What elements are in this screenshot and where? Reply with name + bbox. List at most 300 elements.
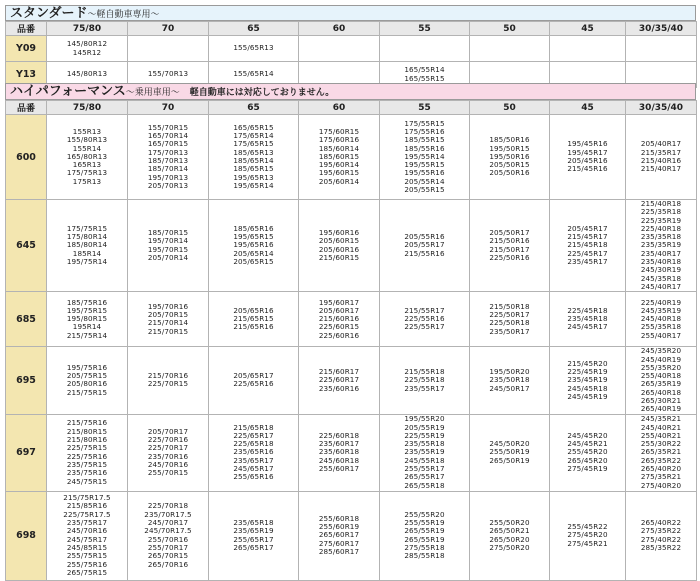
tire-size: 225/35R18	[640, 207, 682, 217]
tire-size: 255/75R16	[66, 559, 108, 569]
tire-size: 215/65R15	[233, 314, 274, 324]
tire-size: 255/70R16	[147, 534, 189, 544]
tire-size: 225/70R18	[147, 501, 189, 511]
tire-size: 205/70R15	[147, 309, 189, 319]
tire-size: 215/85R16	[66, 501, 108, 511]
size-cell	[380, 491, 470, 580]
tire-size: 245/35R20	[640, 346, 682, 356]
tire-size: 265/70R15	[147, 551, 189, 561]
tire-size: 205/55R17	[404, 240, 445, 250]
tire-size: 205/70R17	[147, 426, 189, 436]
tire-size: 205/70R14	[147, 252, 189, 262]
tire-size: 195/65R14	[233, 180, 274, 190]
tire-size: 275/60R17	[318, 538, 360, 548]
tire-size: 215/60R15	[318, 252, 360, 262]
tire-size: 245/70R16	[147, 459, 189, 469]
header-series-75-80: 75/80	[47, 22, 128, 36]
size-cell	[128, 292, 209, 347]
tire-size: 205/60R17	[318, 305, 360, 315]
tire-size: 175/55R16	[404, 126, 445, 136]
tire-size: 195/45R16	[567, 139, 608, 149]
tire-size: 215/40R18	[640, 199, 682, 208]
tire-size: 235/35R19	[640, 240, 682, 250]
tire-size: 215/75R15	[66, 387, 108, 397]
tire-size: 255/75R15	[66, 551, 108, 561]
size-cell	[47, 414, 128, 491]
high-performance-title-text: ハイパフォーマンス	[10, 84, 126, 99]
size-cell	[299, 292, 380, 347]
tire-size: 195/45R17	[567, 147, 608, 157]
tire-size: 185/55R15	[404, 135, 445, 145]
tire-size: 205/55R14	[404, 176, 445, 186]
tire-size: 185/70R13	[147, 156, 189, 165]
tire-size: 255/65R17	[233, 534, 274, 544]
tire-size: 205/50R16	[489, 168, 530, 178]
tire-size: 285/55R18	[404, 551, 445, 561]
tire-size: 225/55R19	[404, 430, 445, 440]
tire-size: 155/70R15	[147, 122, 189, 132]
tire-size: 155/80R13	[66, 135, 108, 145]
size-cell	[550, 292, 626, 347]
tire-size: 205/55R19	[404, 422, 445, 432]
part-number-cell: Y09	[6, 36, 47, 62]
size-cell	[626, 292, 697, 347]
tire-size: 195/65R15	[233, 232, 274, 242]
size-cell	[550, 200, 626, 292]
size-cell	[299, 36, 380, 62]
header-series-70: 70	[128, 101, 209, 115]
tire-size: 165/80R13	[66, 151, 108, 161]
tire-size: 225/45R17	[567, 248, 608, 258]
standard-subtitle: 〜軽自動車専用〜	[87, 10, 160, 20]
tire-size: 235/75R16	[66, 468, 108, 478]
tire-size: 195R14	[72, 322, 102, 332]
tire-size: 195/70R15	[147, 244, 189, 254]
tire-size: 255/70R17	[147, 542, 189, 552]
tire-size: 145/80R13	[66, 69, 108, 79]
tire-size: 195/60R17	[318, 297, 360, 307]
tire-size: 195/75R15	[66, 305, 108, 315]
tire-size: 285/35R22	[640, 542, 682, 552]
tire-size: 165/55R15	[404, 73, 445, 83]
tire-size: 265/55R18	[404, 480, 445, 490]
tire-size: 225/65R17	[233, 430, 274, 440]
tire-size: 265/65R17	[233, 542, 274, 552]
tire-size: 265/70R16	[147, 559, 189, 569]
size-cell	[47, 292, 128, 347]
tire-size: 235/65R18	[233, 518, 274, 528]
tire-size: 245/45R18	[567, 383, 608, 393]
tire-size: 215/50R17	[489, 244, 530, 254]
size-cell	[470, 414, 550, 491]
header-part-number: 品番	[6, 22, 47, 36]
header-series-55: 55	[380, 101, 470, 115]
tire-size: 255/65R16	[233, 472, 274, 482]
tire-size: 195/50R16	[489, 151, 530, 161]
tire-size: 235/75R17	[66, 518, 108, 528]
tire-size: 245/60R18	[318, 455, 360, 465]
tire-size: 215/55R16	[404, 248, 445, 258]
tire-size: 155/65R13	[233, 43, 274, 53]
tire-size: 215/65R16	[233, 322, 274, 332]
tire-size: 235/75R15	[66, 459, 108, 469]
tire-size: 265/75R15	[66, 567, 108, 577]
size-cell	[209, 115, 299, 200]
tire-size: 275/50R20	[489, 542, 530, 552]
tire-size: 225/60R17	[318, 375, 360, 385]
tire-size: 215/50R18	[489, 301, 530, 311]
tire-size: 265/40R18	[640, 387, 682, 397]
tire-size: 235/60R17	[318, 439, 360, 449]
header-series-65: 65	[209, 101, 299, 115]
tire-size: 165/70R15	[147, 139, 189, 149]
tire-size: 255/50R20	[489, 518, 530, 528]
tire-size: 185/70R14	[147, 164, 189, 174]
part-number-cell: 645	[6, 200, 47, 292]
size-cell	[470, 491, 550, 580]
tire-size: 245/65R17	[233, 464, 274, 474]
tire-size: 265/40R22	[640, 518, 682, 528]
tire-size: 205/50R17	[489, 228, 530, 238]
tire-size: 195/75R14	[66, 257, 108, 267]
tire-size: 185/65R16	[233, 223, 274, 233]
tire-size: 245/45R20	[567, 430, 608, 440]
tire-size: 225/50R18	[489, 318, 530, 328]
tire-size: 265/40R20	[640, 464, 682, 474]
high-performance-section-header	[5, 83, 696, 100]
size-cell	[128, 200, 209, 292]
tire-size: 265/45R20	[567, 455, 608, 465]
tire-size: 225/75R15	[66, 443, 108, 453]
tire-size: 275/40R20	[640, 480, 682, 490]
tire-size: 215/35R17	[640, 147, 682, 157]
part-number-cell: 698	[6, 491, 47, 580]
tire-size: 195/70R14	[147, 236, 189, 246]
tire-size: 215/80R15	[66, 426, 108, 436]
tire-size: 155R14	[72, 143, 102, 153]
size-cell	[128, 491, 209, 580]
header-series-60: 60	[299, 101, 380, 115]
tire-size: 175/55R15	[404, 118, 445, 128]
size-cell	[128, 414, 209, 491]
tire-size: 255/55R20	[404, 509, 445, 519]
header-series-60: 60	[299, 22, 380, 36]
tire-size: 195/50R15	[489, 143, 530, 153]
tire-size: 205/65R17	[233, 371, 274, 381]
tire-size: 185/80R14	[66, 240, 108, 250]
header-series-50: 50	[470, 101, 550, 115]
tire-size: 225/60R16	[318, 330, 360, 340]
tire-size: 225/75R16	[66, 451, 108, 461]
size-cell	[209, 292, 299, 347]
tire-size: 195/65R16	[233, 240, 274, 250]
tire-size: 255/55R17	[404, 464, 445, 474]
tire-size: 225/65R16	[233, 379, 274, 389]
tire-size: 215/65R18	[233, 422, 274, 432]
tire-size: 255/60R17	[318, 464, 360, 474]
tire-size: 225/35R19	[640, 215, 682, 225]
size-cell	[626, 200, 697, 292]
size-cell	[299, 347, 380, 414]
tire-size: 275/35R22	[640, 526, 682, 536]
size-cell	[299, 200, 380, 292]
header-series-45: 45	[550, 101, 626, 115]
tire-size: 245/40R21	[640, 422, 682, 432]
tire-size: 225/40R18	[640, 223, 682, 233]
tire-size: 225/40R19	[640, 297, 682, 307]
tire-size: 235/45R17	[567, 257, 608, 267]
tire-size: 205/45R16	[567, 156, 608, 165]
size-cell	[209, 414, 299, 491]
high-performance-note: 軽自動車には対応しておりません。	[189, 88, 335, 98]
header-series-55: 55	[380, 22, 470, 36]
size-cell	[626, 115, 697, 200]
tire-size: 265/40R19	[640, 404, 682, 414]
tire-size: 235/50R18	[489, 375, 530, 385]
tire-size: 225/65R18	[233, 439, 274, 449]
tire-size: 205/55R16	[404, 232, 445, 242]
tire-size: 155/65R14	[233, 69, 274, 79]
tire-size: 175/80R14	[66, 232, 108, 242]
table-row	[6, 414, 697, 491]
size-cell	[470, 292, 550, 347]
part-number-cell: 697	[6, 414, 47, 491]
tire-size: 185/60R15	[318, 151, 360, 161]
tire-size: 245/40R18	[640, 314, 682, 324]
tire-size: 215/80R16	[66, 435, 108, 445]
tire-size: 205/65R15	[233, 257, 274, 267]
standard-section-header	[5, 5, 696, 21]
size-cell	[380, 115, 470, 200]
size-cell	[380, 292, 470, 347]
tire-size: 175/75R15	[66, 223, 108, 233]
size-cell	[380, 414, 470, 491]
tire-size: 165/70R14	[147, 131, 189, 141]
tire-size: 215/45R20	[567, 358, 608, 368]
tire-size: 265/55R19	[404, 534, 445, 544]
tire-size: 255/45R20	[567, 447, 608, 457]
tire-size: 235/55R17	[404, 383, 445, 393]
tire-size: 215/45R17	[567, 232, 608, 242]
tire-size: 235/65R17	[233, 455, 274, 465]
tire-size: 225/60R15	[318, 322, 360, 332]
tire-size: 225/45R19	[567, 367, 608, 376]
tire-size: 255/40R18	[640, 371, 682, 381]
tire-size: 185/65R15	[233, 164, 274, 174]
tire-size: 225/55R16	[404, 314, 445, 324]
tire-size: 245/50R20	[489, 439, 530, 449]
tire-size: 225/50R17	[489, 309, 530, 319]
table-row	[6, 36, 697, 62]
part-number-cell: 695	[6, 347, 47, 414]
high-performance-size-table	[5, 100, 697, 581]
size-cell	[626, 491, 697, 580]
size-cell	[550, 347, 626, 414]
tire-size: 195/60R14	[318, 160, 360, 170]
tire-size: 245/75R15	[66, 476, 108, 486]
tire-size: 205/70R13	[147, 180, 189, 190]
size-cell	[47, 347, 128, 414]
tire-size: 205/55R15	[404, 185, 445, 195]
size-cell	[299, 491, 380, 580]
tire-size: 235/55R18	[404, 439, 445, 449]
tire-size: 245/70R17.5	[144, 526, 192, 536]
tire-size: 235/70R16	[147, 451, 189, 461]
table-row	[6, 115, 697, 200]
tire-size: 195/60R16	[318, 228, 360, 238]
table-row	[6, 491, 697, 580]
tire-size: 245/55R18	[404, 455, 445, 465]
tire-size: 235/60R16	[318, 383, 360, 393]
tire-size: 215/40R16	[640, 156, 682, 165]
tire-size: 175/60R15	[318, 126, 360, 136]
tire-size: 225/45R18	[567, 305, 608, 315]
part-number-cell: 685	[6, 292, 47, 347]
standard-size-table	[5, 21, 697, 88]
tire-size: 205/65R16	[233, 305, 274, 315]
tire-size: 245/50R17	[489, 383, 530, 393]
tire-size: 205/60R14	[318, 176, 360, 186]
tire-size: 275/45R19	[567, 464, 608, 474]
size-cell	[47, 200, 128, 292]
tire-size: 195/55R15	[404, 160, 445, 170]
tire-size: 175R13	[72, 176, 102, 186]
tire-size: 225/70R15	[147, 379, 189, 389]
tire-size: 185/75R16	[66, 297, 108, 307]
high-performance-section-title	[10, 84, 334, 101]
tire-size: 195/80R15	[66, 314, 108, 324]
tire-size: 245/75R17	[66, 534, 108, 544]
tire-size: 185/65R14	[233, 156, 274, 165]
size-cell	[47, 491, 128, 580]
tire-size: 255/55R19	[404, 518, 445, 528]
tire-size: 235/55R19	[404, 447, 445, 457]
tire-size: 215/75R14	[66, 330, 108, 340]
tire-size: 185R14	[72, 248, 102, 258]
tire-size: 255/70R15	[147, 468, 189, 478]
tire-size: 245/70R16	[66, 526, 108, 536]
header-series-30-35-40: 30/35/40	[626, 101, 697, 115]
tire-size: 235/40R17	[640, 248, 682, 258]
tire-size: 265/30R21	[640, 396, 682, 406]
size-cell	[626, 414, 697, 491]
size-cell	[128, 115, 209, 200]
tire-size: 215/60R17	[318, 367, 360, 376]
header-series-30-35-40: 30/35/40	[626, 22, 697, 36]
tire-size: 235/45R18	[567, 314, 608, 324]
table-row	[6, 292, 697, 347]
header-part-number: 品番	[6, 101, 47, 115]
tire-size: 195/55R14	[404, 151, 445, 161]
tire-size: 265/50R21	[489, 526, 530, 536]
part-number-cell: 600	[6, 115, 47, 200]
tire-size: 195/55R16	[404, 168, 445, 178]
tire-size: 215/55R17	[404, 305, 445, 315]
tire-size: 215/70R16	[147, 371, 189, 381]
tire-size: 255/35R18	[640, 322, 682, 332]
tire-size: 225/70R16	[147, 435, 189, 445]
tire-size: 265/50R19	[489, 455, 530, 465]
tire-size: 195/70R16	[147, 301, 189, 311]
tire-size: 235/70R17.5	[144, 509, 192, 519]
size-cell	[209, 200, 299, 292]
tire-size: 215/45R18	[567, 240, 608, 250]
tire-size: 285/60R17	[318, 547, 360, 557]
size-cell	[209, 36, 299, 62]
size-cell	[470, 36, 550, 62]
header-series-70: 70	[128, 22, 209, 36]
tire-size: 265/35R22	[640, 455, 682, 465]
tire-size: 235/65R19	[233, 526, 274, 536]
size-cell	[380, 200, 470, 292]
tire-size: 245/40R19	[640, 354, 682, 364]
tire-size: 265/55R17	[404, 472, 445, 482]
tire-size: 275/55R18	[404, 542, 445, 552]
tire-size: 215/75R16	[66, 418, 108, 428]
tire-size: 245/45R17	[567, 322, 608, 332]
tire-size: 155/70R13	[147, 69, 189, 79]
tire-size: 195/75R16	[66, 362, 108, 372]
tire-size: 215/45R16	[567, 164, 608, 174]
size-cell	[626, 347, 697, 414]
tire-size: 235/65R16	[233, 447, 274, 457]
tire-size: 225/55R18	[404, 375, 445, 385]
tire-size: 185/60R14	[318, 143, 360, 153]
tire-size: 255/45R22	[567, 522, 608, 532]
standard-title-text: スタンダード	[10, 6, 88, 21]
tire-size: 255/50R19	[489, 447, 530, 457]
header-row	[6, 22, 697, 36]
tire-size: 245/45R21	[567, 439, 608, 449]
size-cell	[128, 347, 209, 414]
tire-size: 175/60R16	[318, 135, 360, 145]
tire-size: 225/60R18	[318, 430, 360, 440]
tire-size: 225/75R17.5	[63, 509, 111, 519]
tire-size: 165/65R15	[233, 122, 274, 132]
tire-size: 165/55R14	[404, 65, 445, 75]
tire-size: 185/50R16	[489, 135, 530, 145]
header-series-75-80: 75/80	[47, 101, 128, 115]
tire-size: 245/40R17	[640, 281, 682, 291]
tire-size: 205/60R15	[318, 236, 360, 246]
tire-size: 255/60R19	[318, 522, 360, 532]
tire-size: 275/45R21	[567, 538, 608, 548]
tire-size: 255/35R20	[640, 362, 682, 372]
header-series-65: 65	[209, 22, 299, 36]
tire-size: 245/85R15	[66, 542, 108, 552]
tire-size: 225/55R17	[404, 322, 445, 332]
table-row	[6, 347, 697, 414]
tire-size: 145R12	[72, 47, 102, 57]
tire-size: 245/35R19	[640, 305, 682, 315]
tire-size: 215/40R17	[640, 164, 682, 174]
tire-size: 205/65R14	[233, 248, 274, 258]
tire-size: 205/45R17	[567, 223, 608, 233]
header-row	[6, 101, 697, 115]
size-cell	[470, 200, 550, 292]
tire-size: 265/55R19	[404, 526, 445, 536]
size-cell	[550, 414, 626, 491]
size-cell	[47, 36, 128, 62]
tire-size: 235/60R18	[318, 447, 360, 457]
size-cell	[550, 491, 626, 580]
tire-size: 195/60R15	[318, 168, 360, 178]
tire-size: 275/45R20	[567, 530, 608, 540]
tire-size: 245/35R21	[640, 414, 682, 424]
tire-size: 235/35R18	[640, 232, 682, 242]
tire-size: 155R13	[72, 126, 102, 136]
tire-size: 175/70R13	[147, 147, 189, 157]
